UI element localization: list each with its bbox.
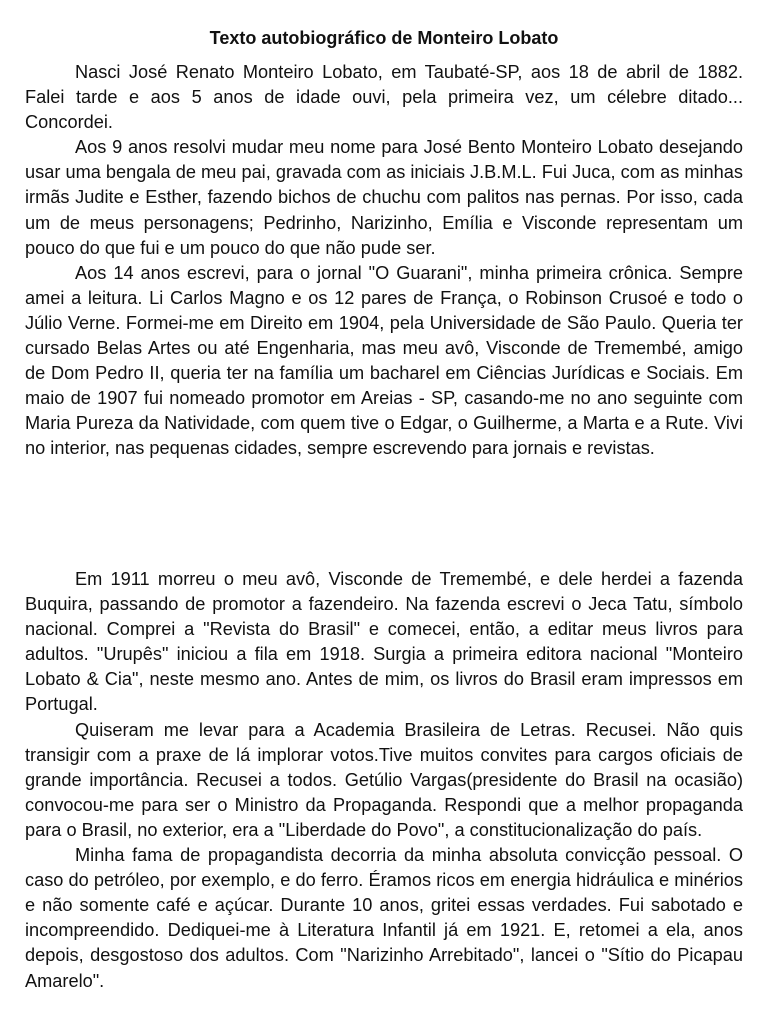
paragraph-refusals: Quiseram me levar para a Academia Brasileira de Letras. Recusei. Não quis transigir com a praxe de lá implorar votos.Tive muitos convites para cargos oficiais de grande importância. Recusei a todos. Getúlio Vargas(presidente do Brasil na ocasião) convocou-me para ser o Ministro da Propaganda. Respondi que a melhor propaganda para o Brasil, no exterior, era a "Liberdade do Povo", a constitucionalização do país. [25, 719, 743, 840]
paragraph-education-career: Aos 14 anos escrevi, para o jornal "O Guarani", minha primeira crônica. Sempre amei a leitura. Li Carlos Magno e os 12 pares de França, o Robinson Crusoé e todo o Júlio Verne. Formei-me em Direito em 1904, pela Universidade de São Paulo. Queria ter cursado Belas Artes ou até Engenharia, mas meu avô, Visconde de Tremembé, amigo de Dom Pedro II, queria ter na família um bacharel em Ciências Jurídicas e Sociais. Em maio de 1907 fui nomeado promotor em Areias - SP, casando-me no ano seguinte com Maria Pureza da Natividade, com quem tive o Edgar, o Guilherme, a Marta e a Rute. Vivi no interior, nas pequenas cidades, sempre escrevendo para jornais e revistas. [25, 262, 743, 459]
paragraph-propaganda-literature: Minha fama de propagandista decorria da minha absoluta convicção pessoal. O caso do petróleo, por exemplo, e do ferro. Éramos ricos em energia hidráulica e minérios e não somente café e açúcar. Durante 10 anos, gritei essas verdades. Fui sabotado e incompreendido. Dediquei-me à Literatura Infantil já em 1921. E, retomei a ela, anos depois, desgostoso dos adultos. Com "Narizinho Arrebitado", lancei o "Sítio do Picapau Amarelo". [25, 845, 743, 991]
document-title: Texto autobiográfico de Monteiro Lobato [209, 28, 559, 48]
paragraph-name-change: Aos 9 anos resolvi mudar meu nome para José Bento Monteiro Lobato desejando usar uma bengala de meu pai, gravada com as iniciais J.B.M.L. Fui Juca, com as minhas irmãs Judite e Esther, fazendo bichos de chuchu com palitos nas pernas. Por isso, cada um de meus personagens; Pedrinho, Narizinho, Emília e Visconde representam um pouco do que fui e um pouco do que não pude ser. [25, 137, 743, 258]
text-section-1 [25, 60, 743, 462]
paragraph-birth: Nasci José Renato Monteiro Lobato, em Taubaté-SP, aos 18 de abril de 1882. Falei tarde e aos 5 anos de idade ouvi, pela primeira vez, um célebre ditado... Concordei. [25, 62, 743, 133]
text-section-2 [25, 567, 743, 994]
paragraph-farm-publishing: Em 1911 morreu o meu avô, Visconde de Tremembé, e dele herdei a fazenda Buquira, passando de promotor a fazendeiro. Na fazenda escrevi o Jeca Tatu, símbolo nacional. Comprei a "Revista do Brasil" e comecei, então, a editar meus livros para adultos. "Urupês" iniciou a fila em 1918. Surgia a primeira editora nacional "Monteiro Lobato & Cia", neste mesmo ano. Antes de mim, os livros do Brasil eram impressos em Portugal. [25, 569, 743, 715]
